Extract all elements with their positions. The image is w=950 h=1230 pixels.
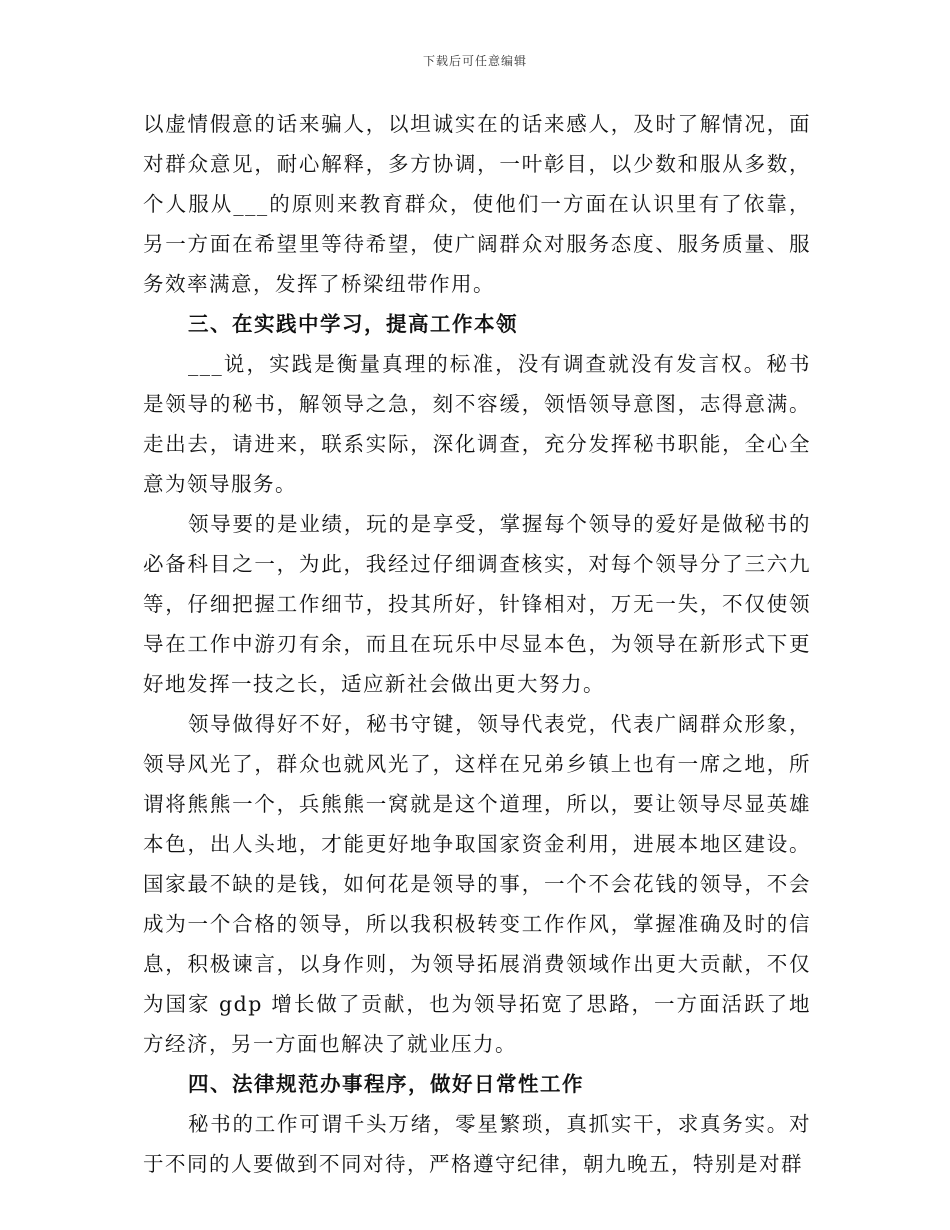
paragraph: 领导要的是业绩，玩的是享受，掌握每个领导的爱好是做秘书的必备科目之一，为此，我经过仔细调查核实，对每个领导分了三六九等，仔细把握工作细节，投其所好，针锋相对，万无一失，不仅使领导在工作中游刃有余，而且在玩乐中尽显本色，为领导在新形式下更好地发挥一技之长，适应新社会做出更大努力。 bbox=[143, 512, 811, 696]
paragraph: ___说，实践是衡量真理的标准，没有调查就没有发言权。秘书是领导的秘书，解领导之急，刻不容缓，领悟领导意图，志得意满。走出去，请进来，联系实际，深化调查，充分发挥秘书职能，全心全意为领导服务。 bbox=[143, 352, 811, 496]
section-heading: 三、在实践中学习，提高工作本领 bbox=[188, 312, 518, 336]
paragraph: 以虚情假意的话来骗人，以坦诚实在的话来感人，及时了解情况，面对群众意见，耐心解释，多方协调，一叶彰目，以少数和服从多数，个人服从___的原则来教育群众，使他们一方面在认识里有了依靠，另一方面在希望里等待希望，使广阔群众对服务态度、服务质量、服务效率满意，发挥了桥梁纽带作用。 bbox=[143, 112, 811, 296]
section-heading: 四、法律规范办事程序，做好日常性工作 bbox=[188, 1072, 584, 1096]
paragraph: 秘书的工作可谓千头万绪，零星繁琐，真抓实干，求真务实。对于不同的人要做到不同对待，严格遵守纪律，朝九晚五，特别是对群 bbox=[143, 1112, 811, 1176]
page-header: 下载后可任意编辑 bbox=[422, 54, 527, 68]
paragraph: 领导做得好不好，秘书守键，领导代表党，代表广阔群众形象，领导风光了，群众也就风光了，这样在兄弟乡镇上也有一席之地，所谓将熊熊一个，兵熊熊一窝就是这个道理，所以，要让领导尽显英雄本色，出人头地，才能更好地争取国家资金利用，进展本地区建设。国家最不缺的是钱，如何花是领导的事，一个不会花钱的领导，不会成为一个合格的领导，所以我积极转变工作作风，掌握准确及时的信息，积极谏言，以身作则，为领导拓展消费领域作出更大贡献，不仅为国家 gdp 增长做了贡献，也为领导拓宽了思路，一方面活跃了地方经济，另一方面也解决了就业压力。 bbox=[143, 712, 811, 1056]
document-body bbox=[143, 104, 811, 1184]
